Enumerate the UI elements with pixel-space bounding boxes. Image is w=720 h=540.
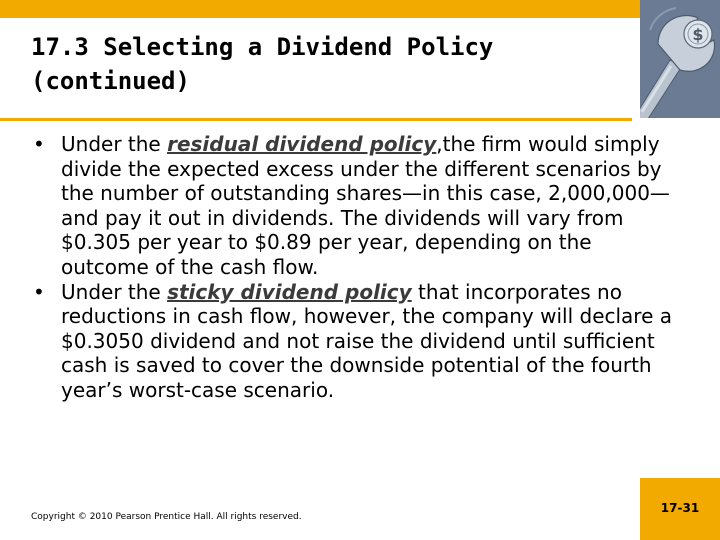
square-bullet-icon: • — [33, 132, 45, 156]
slide-number-badge: 17-31 — [640, 478, 720, 540]
square-bullet-icon: • — [33, 279, 45, 304]
bullet-sticky-policy — [33, 280, 673, 403]
bullet-text: that incorporates no reductions in cash flow, however, the company will declare a $0.3050 dividend and not raise the dividend until sufficient cash is saved to cover the downside potential of the fourth year’s worst-case scenario. — [61, 279, 673, 402]
title-line-1: 17.3 Selecting a Dividend Policy — [31, 33, 494, 61]
copyright-notice: Copyright © 2010 Pearson Prentice Hall. All rights reserved. — [31, 512, 302, 522]
slide-title — [31, 30, 631, 98]
bullet-prefix: Under the — [61, 132, 168, 156]
svg-text:$: $ — [692, 25, 704, 44]
title-underline — [0, 118, 632, 121]
term-residual-dividend-policy: residual dividend policy — [167, 132, 437, 156]
bullet-list — [33, 132, 673, 403]
bullet-residual-policy — [33, 132, 673, 280]
bullet-prefix: Under the — [61, 279, 168, 304]
bullet-text: ,the firm would simply divide the expected excess under the different scenarios by the number of outstanding shares—in this case, 2,000,000—and pay it out in dividends. The dividends will vary from $0.305 per year to $0.89 per year, depending on the outcome of the cash flow. — [61, 132, 670, 279]
wrench-dollar-icon — [640, 0, 720, 118]
title-line-2: (continued) — [31, 67, 190, 95]
term-sticky-dividend-policy: sticky dividend policy — [167, 279, 412, 304]
top-accent-bar — [0, 0, 640, 18]
